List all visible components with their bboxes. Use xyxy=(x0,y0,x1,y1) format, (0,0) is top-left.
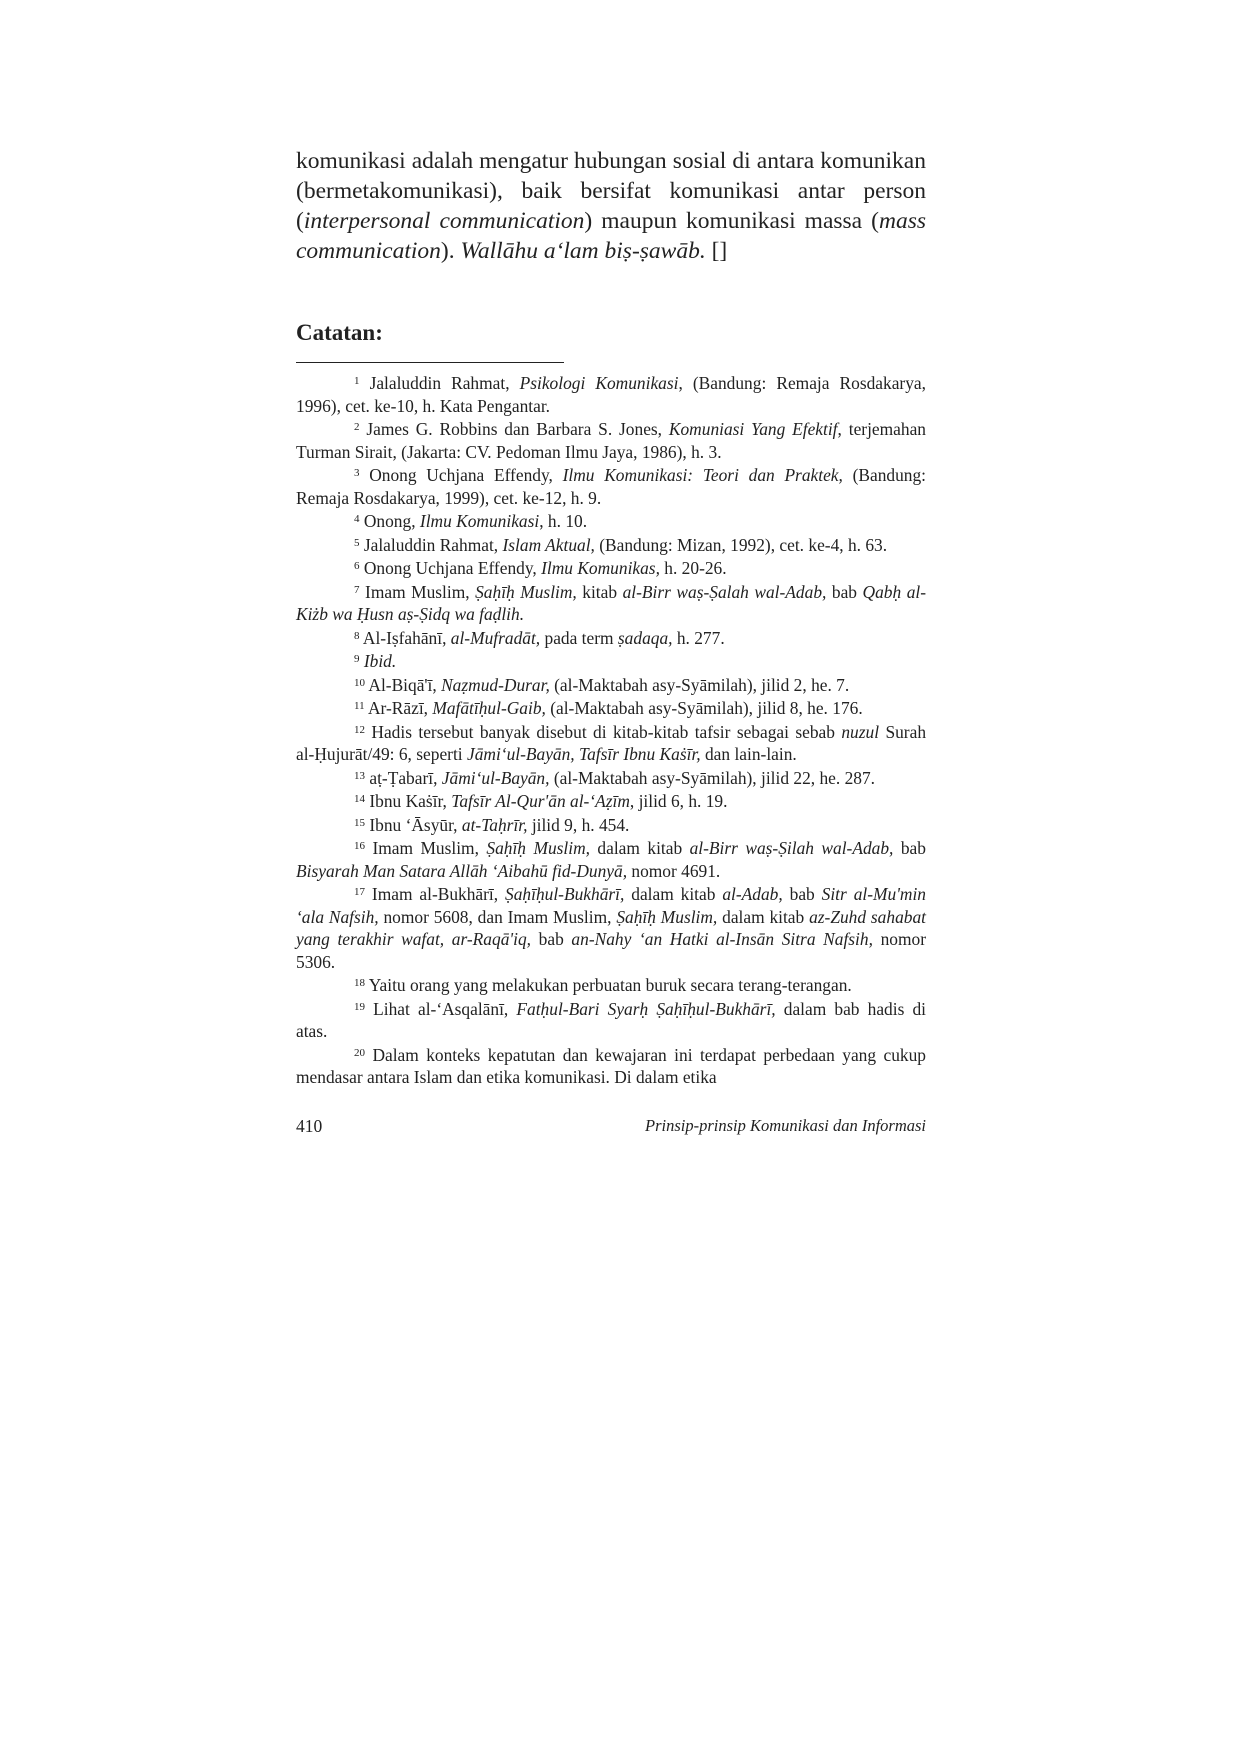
footnote-text: h. 20-26. xyxy=(659,558,727,578)
footnote-text: nomor 5306. xyxy=(296,929,926,972)
body-text-end: [] xyxy=(705,238,728,264)
footnote-19 xyxy=(296,998,926,1043)
footnote-text: , terjemahan Turman Sirait, (Jakarta: CV. Pedoman Ilmu Jaya, 1986), h. 3. xyxy=(296,419,926,462)
footnote-text: nomor 4691. xyxy=(627,860,721,881)
footnote-italic: Jāmi‘ul-Bayān, xyxy=(441,767,550,788)
footnote-italic: Bisyarah Man Satara Allāh ‘Aibahū fid-Dunyā, xyxy=(296,860,628,881)
footnote-text: bab xyxy=(782,884,822,904)
footnote-16 xyxy=(296,837,926,882)
page-number: 410 xyxy=(296,1116,323,1136)
footnote-italic: Ilmu Komunikasi xyxy=(419,511,540,531)
footnote-italic: Ibid. xyxy=(363,651,397,671)
footnote-3 xyxy=(296,464,926,509)
footnote-text: dalam kitab xyxy=(589,838,690,858)
footnote-text: Jalaluddin Rahmat, xyxy=(369,373,520,393)
footnote-6 xyxy=(296,557,926,580)
footnote-number: 6 xyxy=(354,560,360,572)
footnote-italic: Fatḥul-Bari Syarḥ Ṣaḥīḥul-Bukhārī, xyxy=(516,998,776,1019)
footnote-9 xyxy=(296,650,926,673)
footnote-17 xyxy=(296,883,926,973)
footnote-text: Imam Muslim, xyxy=(372,838,487,858)
footnote-text: dalam kitab xyxy=(624,884,723,904)
footnote-text: Al-Biqā'ī, xyxy=(368,674,442,695)
footnote-text: aṭ-Ṭabarī, xyxy=(369,767,442,788)
footnote-italic: nuzul xyxy=(841,721,880,742)
footnote-text: Hadis tersebut banyak disebut di kitab-kitab tafsir sebagai sebab xyxy=(371,721,842,742)
footnote-number: 9 xyxy=(354,653,360,665)
footnote-italic: Ṣaḥīḥ Muslim, xyxy=(475,581,577,602)
footnote-number: 4 xyxy=(354,513,360,525)
footnote-italic: Ṣaḥīḥ Muslim, xyxy=(616,906,718,927)
footnote-italic: Sitr al-Mu'min ‘ala Nafsih, xyxy=(296,884,926,927)
footnote-15 xyxy=(296,814,926,837)
footnote-italic: al-Mufradāt, xyxy=(450,627,541,648)
footnote-text: Lihat al-‘Asqalānī, xyxy=(373,998,517,1019)
footnote-text: , jilid 6, h. 19. xyxy=(629,791,728,811)
footnote-5 xyxy=(296,534,926,557)
body-text-3: ). xyxy=(440,238,461,264)
footnote-8 xyxy=(296,627,926,650)
footnote-italic: Mafātīḥul-Gaib, xyxy=(432,698,546,718)
footnote-13 xyxy=(296,767,926,790)
footnote-text: (Bandung: Mizan, 1992), cet. ke-4, h. 63. xyxy=(594,534,888,555)
footnote-italic: at-Taḥrīr, xyxy=(461,814,528,835)
footnote-text: nomor 5608, dan Imam Muslim, xyxy=(378,906,617,927)
footnote-text: jilid 9, h. 454. xyxy=(527,814,630,835)
footnote-italic: Naẓmud-Durar, xyxy=(441,674,550,695)
footnote-number: 8 xyxy=(354,629,360,642)
footnote-text: h. 277. xyxy=(672,627,725,648)
footnote-italic: al-Adab, xyxy=(722,884,783,904)
footnote-2 xyxy=(296,418,926,463)
footnote-text: Ibnu Kaṡīr, xyxy=(369,791,452,811)
body-text-1: komunikasi adalah mengatur hubungan sosial di antara komunikan (bermetakomunikasi), baik bersifat komunikasi antar person ( xyxy=(296,148,926,234)
footnote-text: dan lain-lain. xyxy=(700,744,797,764)
footnote-number: 7 xyxy=(354,583,360,596)
footnote-text: Onong Uchjana Effendy, xyxy=(363,558,542,578)
footnote-text: bab xyxy=(893,838,926,858)
footnote-text: Imam Muslim, xyxy=(365,581,476,602)
footnote-12 xyxy=(296,721,926,766)
footnote-italic: Komuniasi Yang Efektif xyxy=(668,419,838,439)
footnote-1 xyxy=(296,372,926,417)
footnote-italic: ṣadaqa, xyxy=(617,627,673,648)
footnote-text: Dalam konteks kepatutan dan kewajaran ini terdapat perbedaan yang cukup mendasar antara Islam dan etika komunikasi. Di dalam etika xyxy=(296,1044,926,1087)
footnote-text: kitab xyxy=(576,581,623,602)
footnote-number: 17 xyxy=(354,886,365,898)
notes-divider xyxy=(296,362,564,363)
footnote-number: 10 xyxy=(354,676,365,689)
footnote-italic: Ilmu Komunikasi: Teori dan Praktek, xyxy=(562,465,843,485)
footnote-number: 14 xyxy=(354,793,365,805)
footnote-text: James G. Robbins dan Barbara S. Jones, xyxy=(366,419,669,439)
footnote-number: 12 xyxy=(354,723,365,736)
footnote-number: 11 xyxy=(354,700,365,712)
footnote-number: 18 xyxy=(354,977,365,989)
footnote-text: , (Bandung: Remaja Rosdakarya, 1996), cet. ke-10, h. Kata Pengantar. xyxy=(296,373,926,416)
footnote-italic: an-Nahy ‘an Hatki al-Insān Sitra Nafsih, xyxy=(571,929,873,949)
footnote-italic: Psikologi Komunikasi xyxy=(519,373,679,393)
footnote-number: 5 xyxy=(354,536,360,549)
footnote-number: 1 xyxy=(354,375,360,387)
footnote-italic: az-Zuhd sahabat yang terakhir wafat, ar-Raqā'iq, xyxy=(296,906,926,949)
footnote-number: 20 xyxy=(354,1046,365,1059)
footnote-text: (al-Maktabah asy-Syāmilah), jilid 22, he. 287. xyxy=(549,767,875,788)
footnote-italic: Ṣaḥīḥul-Bukhārī, xyxy=(505,884,625,904)
footnote-italic: Ṣaḥīḥ Muslim, xyxy=(486,838,590,858)
footnote-italic: Jāmi‘ul-Bayān, Tafsīr Ibnu Kaṡīr, xyxy=(466,744,701,764)
footnote-italic: Qabḥ al-Kiżb wa Ḥusn aṣ-Ṣidq wa faḍlih. xyxy=(296,581,927,624)
body-italic-2: mass communication xyxy=(296,208,926,264)
footnote-text: Al-Iṣfahānī, xyxy=(362,627,451,648)
body-paragraph xyxy=(296,146,926,266)
footnote-14 xyxy=(296,790,926,813)
page-content xyxy=(296,146,927,1087)
footnote-text: Surah al-Ḥujurāt/49: 6, seperti xyxy=(296,721,927,764)
footnote-italic: al-Birr waṣ-Ṣalah wal-Adab, xyxy=(622,581,827,602)
footnote-number: 3 xyxy=(354,467,360,479)
footnote-italic: Ilmu Komunikas, xyxy=(541,558,660,578)
footnote-20 xyxy=(296,1044,926,1089)
footnote-text: (al-Maktabah asy-Syāmilah), jilid 8, he. 176. xyxy=(545,698,863,718)
footnote-number: 16 xyxy=(354,840,365,852)
running-title: Prinsip-prinsip Komunikasi dan Informasi xyxy=(645,1116,926,1135)
footnote-number: 2 xyxy=(354,421,360,433)
footnote-italic: al-Birr waṣ-Ṣilah wal-Adab, xyxy=(689,838,894,858)
footnote-text: , h. 10. xyxy=(539,511,588,531)
footnote-18 xyxy=(296,974,926,997)
footnote-text: Ibnu ‘Āsyūr, xyxy=(369,814,462,835)
footnote-text: (Bandung: Remaja Rosdakarya, 1999), cet. ke-12, h. 9. xyxy=(296,465,927,508)
footnote-text: bab xyxy=(826,581,863,602)
footnote-number: 15 xyxy=(354,816,365,829)
footnote-number: 19 xyxy=(354,1000,365,1013)
footnote-text: Jalaluddin Rahmat, xyxy=(363,534,503,555)
footnote-text: Onong, xyxy=(363,511,420,531)
footnote-11 xyxy=(296,697,926,720)
footnote-10 xyxy=(296,674,926,697)
footnote-text: (al-Maktabah asy-Syāmilah), jilid 2, he. 7. xyxy=(549,674,850,695)
footnote-text: bab xyxy=(531,929,572,949)
footnote-text: pada term xyxy=(540,627,618,648)
footnote-text: Onong Uchjana Effendy, xyxy=(369,465,563,485)
footnote-text: Yaitu orang yang melakukan perbuatan buruk secara terang-terangan. xyxy=(368,975,852,995)
body-text-2: ) maupun komunikasi massa ( xyxy=(584,208,879,234)
footnotes-list xyxy=(296,372,926,1090)
notes-heading: Catatan: xyxy=(296,320,383,345)
footnote-7 xyxy=(296,581,926,626)
footnote-text: dalam kitab xyxy=(717,906,810,927)
footnote-number: 13 xyxy=(354,769,365,782)
body-italic-3: Wallāhu a‘lam biṣ-ṣawāb. xyxy=(460,238,706,264)
footnote-italic: Tafsīr Al-Qur'ān al-‘Aẓīm xyxy=(451,791,630,811)
footnote-text: dalam bab hadis di atas. xyxy=(296,998,927,1041)
footnote-4 xyxy=(296,510,926,533)
footnote-italic: Islam Aktual, xyxy=(502,534,595,555)
footnote-text: Imam al-Bukhārī, xyxy=(371,884,506,904)
body-italic-1: interpersonal communication xyxy=(303,208,585,234)
footnote-text: Ar-Rāzī, xyxy=(367,698,433,718)
